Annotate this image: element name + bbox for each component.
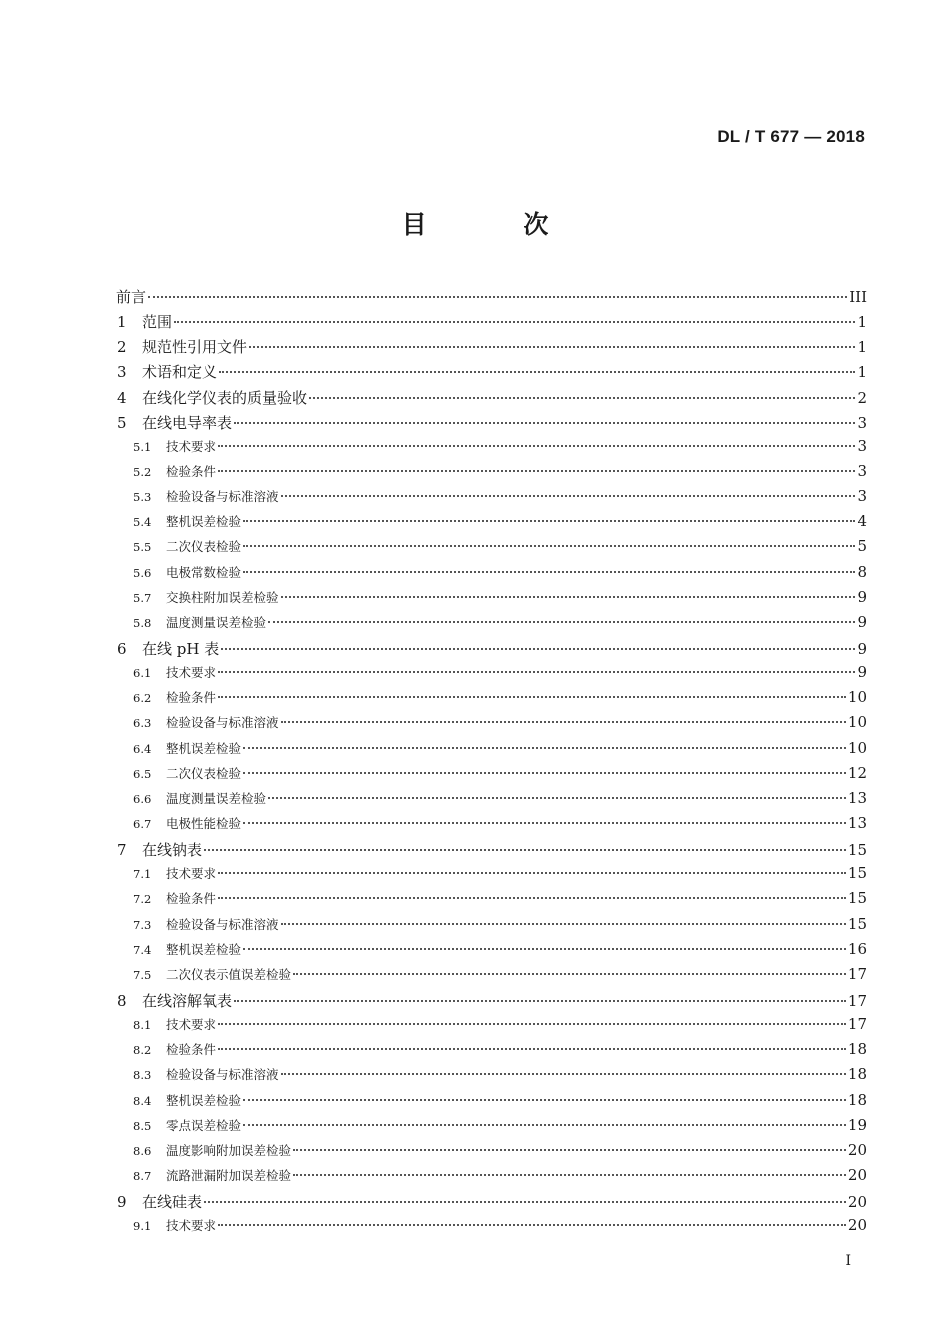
toc-entry-label: 温度测量误差检验 [166, 790, 267, 806]
toc-entry-number: 6.6 [133, 791, 152, 806]
toc-entry-label: 整机误差检验 [166, 514, 242, 530]
toc-section-entry[interactable] [116, 789, 867, 814]
dot-leader [281, 720, 846, 723]
toc-section-entry[interactable] [116, 663, 867, 688]
toc-section-entry[interactable] [116, 940, 867, 965]
toc-entry-page: 9 [857, 612, 867, 631]
toc-entry-page: 20 [847, 1193, 867, 1212]
toc-entry-page: 1 [857, 338, 867, 357]
toc-entry-page: 20 [847, 1140, 867, 1159]
toc-entry-page: 12 [847, 763, 867, 782]
toc-entry-number: 6.2 [133, 691, 152, 706]
toc-entry-label: 检验条件 [166, 1042, 217, 1058]
toc-section-entry[interactable] [116, 915, 867, 940]
toc-entry-number: 7.1 [133, 867, 152, 882]
toc-entry-page: 10 [847, 713, 867, 732]
dot-leader [243, 1123, 846, 1126]
toc-entry-page: 17 [847, 1015, 867, 1034]
toc-entry-number: 5.6 [133, 565, 152, 580]
toc-entry-label: 检验条件 [166, 463, 217, 479]
toc-entry-label: 检验设备与标准溶液 [166, 489, 279, 505]
dot-leader [234, 999, 846, 1002]
toc-entry-number: 6.3 [133, 716, 152, 731]
page-number: I [845, 1253, 851, 1269]
toc-entry-label: 技术要求 [166, 1218, 217, 1234]
toc-entry-page: 17 [847, 964, 867, 983]
dot-leader [218, 444, 855, 447]
toc-entry-label: 在线电导率表 [142, 413, 233, 432]
toc-section-entry[interactable] [116, 613, 867, 638]
toc-section-entry[interactable] [116, 537, 867, 562]
toc-entry-label: 电极性能检验 [166, 815, 242, 831]
toc-chapter-entry[interactable] [116, 387, 867, 412]
toc-entry-page: 18 [847, 1090, 867, 1109]
toc-entry-label: 检验条件 [166, 690, 217, 706]
toc-chapter-entry[interactable] [116, 336, 867, 361]
toc-entry-label: 技术要求 [166, 665, 217, 681]
toc-entry-page: 20 [847, 1216, 867, 1235]
toc-entry-page: 18 [847, 1040, 867, 1059]
toc-entry-label: 技术要求 [166, 866, 217, 882]
toc-entry-label: 在线硅表 [142, 1193, 203, 1212]
toc-entry-number: 6.4 [133, 741, 152, 756]
page-title: 目 次 [401, 210, 593, 239]
dot-leader [268, 796, 846, 799]
toc-section-entry[interactable] [116, 1015, 867, 1040]
dot-leader [281, 494, 856, 497]
toc-section-entry[interactable] [116, 1116, 867, 1141]
toc-section-entry[interactable] [116, 462, 867, 487]
toc-chapter-entry[interactable] [116, 638, 867, 663]
toc-section-entry[interactable] [116, 563, 867, 588]
toc-entry-label: 整机误差检验 [166, 941, 242, 957]
toc-section-entry[interactable] [116, 588, 867, 613]
dot-leader [281, 922, 846, 925]
toc-entry-number: 9 [117, 1193, 127, 1212]
toc-entry-label: 二次仪表示值误差检验 [166, 966, 292, 982]
toc-entry-label: 技术要求 [166, 438, 217, 454]
dot-leader [218, 469, 855, 472]
toc-entry-label: 在线溶解氧表 [142, 991, 233, 1010]
dot-leader [293, 972, 846, 975]
dot-leader [281, 595, 856, 598]
toc-entry-label: 检验条件 [166, 891, 217, 907]
toc-entry-page: 19 [847, 1115, 867, 1134]
toc-entry-label: 在线 pH 表 [142, 639, 220, 658]
toc-entry-number: 8.6 [133, 1143, 152, 1158]
toc-entry-page: 13 [847, 813, 867, 832]
toc-entry-label: 检验设备与标准溶液 [166, 916, 279, 932]
toc-entry-number: 8 [117, 991, 127, 1010]
dot-leader [243, 821, 846, 824]
dot-leader [218, 670, 855, 673]
toc-entry-page: 17 [847, 991, 867, 1010]
toc-entry-page: 5 [857, 537, 867, 556]
toc-chapter-entry[interactable] [116, 412, 867, 437]
dot-leader [148, 295, 847, 298]
toc-entry-page: 9 [857, 663, 867, 682]
toc-section-entry[interactable] [116, 864, 867, 889]
toc-entry-page: 2 [857, 388, 867, 407]
toc-section-entry[interactable] [116, 1065, 867, 1090]
toc-entry-number: 5.1 [133, 439, 152, 454]
toc-chapter-entry[interactable] [116, 311, 867, 336]
toc-entry-label: 规范性引用文件 [142, 338, 248, 357]
toc-entry-label: 整机误差检验 [166, 740, 242, 756]
toc-chapter-entry[interactable] [116, 990, 867, 1015]
dot-leader [204, 1200, 846, 1203]
toc-entry-page: 15 [847, 889, 867, 908]
toc-entry-number: 1 [117, 313, 127, 332]
toc-entry-label: 流路泄漏附加误差检验 [166, 1167, 292, 1183]
toc-section-entry[interactable] [116, 739, 867, 764]
dot-leader [218, 1223, 846, 1226]
toc-section-entry[interactable] [116, 1091, 867, 1116]
toc-entry-label: 术语和定义 [142, 363, 218, 382]
toc-entry-number: 2 [117, 338, 127, 357]
toc-entry-number: 3 [117, 363, 127, 382]
toc-entry-number: 9.1 [133, 1219, 152, 1234]
toc-entry-number: 5 [117, 413, 127, 432]
toc-section-entry[interactable] [116, 1216, 867, 1241]
toc-entry-label: 范围 [142, 313, 173, 332]
dot-leader [268, 620, 855, 623]
dot-leader [243, 544, 855, 547]
toc-chapter-entry[interactable] [116, 839, 867, 864]
toc-entry-page: III [849, 288, 867, 306]
toc-entry-label: 二次仪表检验 [166, 765, 242, 781]
toc-entry-number: 4 [117, 388, 127, 407]
toc-entry-label: 温度测量误差检验 [166, 614, 267, 630]
toc-entry-number: 8.5 [133, 1118, 152, 1133]
toc-entry-number: 5.4 [133, 515, 152, 530]
dot-leader [234, 421, 855, 424]
toc-entry-label: 检验设备与标准溶液 [166, 715, 279, 731]
toc-entry-label: 温度影响附加误差检验 [166, 1142, 292, 1158]
toc-entry-page: 16 [847, 939, 867, 958]
toc-entry-label: 零点误差检验 [166, 1117, 242, 1133]
dot-leader [249, 345, 855, 348]
toc-entry-number: 7.4 [133, 942, 152, 957]
toc-entry-page: 3 [857, 461, 867, 480]
dot-leader [281, 1072, 846, 1075]
toc-entry-page: 10 [847, 738, 867, 757]
standard-code: DL / T 677 — 2018 [717, 127, 865, 146]
toc-entry-page: 3 [857, 413, 867, 432]
toc-section-entry[interactable] [116, 487, 867, 512]
toc-section-entry[interactable] [116, 965, 867, 990]
toc-entry-label: 在线钠表 [142, 841, 203, 860]
toc-entry-number: 7.5 [133, 967, 152, 982]
dot-leader [204, 848, 846, 851]
dot-leader [243, 519, 855, 522]
toc-entry-page: 20 [847, 1165, 867, 1184]
dot-leader [218, 1022, 846, 1025]
toc-chapter-entry[interactable] [116, 286, 867, 311]
toc-entry-number: 6.1 [133, 666, 152, 681]
dot-leader [218, 896, 846, 899]
toc-entry-page: 15 [847, 864, 867, 883]
toc-entry-page: 1 [857, 313, 867, 332]
toc-chapter-entry[interactable] [116, 361, 867, 386]
toc-entry-page: 13 [847, 788, 867, 807]
toc-entry-number: 8.2 [133, 1043, 152, 1058]
dot-leader [293, 1148, 846, 1151]
toc-entry-label: 检验设备与标准溶液 [166, 1067, 279, 1083]
dot-leader [243, 746, 846, 749]
toc-entry-label: 电极常数检验 [166, 564, 242, 580]
toc-entry-number: 8.7 [133, 1168, 152, 1183]
toc-entry-number: 5.8 [133, 615, 152, 630]
dot-leader [243, 570, 855, 573]
dot-leader [243, 771, 846, 774]
toc-entry-number: 8.3 [133, 1068, 152, 1083]
dot-leader [293, 1173, 846, 1176]
dot-leader [218, 695, 846, 698]
toc-entry-page: 9 [857, 587, 867, 606]
toc-entry-page: 15 [847, 841, 867, 860]
toc-chapter-entry[interactable] [116, 1191, 867, 1216]
toc-entry-number: 6.7 [133, 816, 152, 831]
toc-section-entry[interactable] [116, 814, 867, 839]
toc-entry-page: 8 [857, 562, 867, 581]
toc-section-entry[interactable] [116, 1040, 867, 1065]
toc-entry-page: 18 [847, 1065, 867, 1084]
toc-section-entry[interactable] [116, 713, 867, 738]
toc-entry-number: 5.7 [133, 590, 152, 605]
dot-leader [174, 320, 855, 323]
toc-entry-number: 8.1 [133, 1018, 152, 1033]
toc-entry-label: 前言 [116, 288, 147, 306]
toc-entry-number: 5.5 [133, 540, 152, 555]
toc-entry-number: 7.2 [133, 892, 152, 907]
toc-entry-label: 在线化学仪表的质量验收 [142, 388, 308, 407]
toc-entry-page: 15 [847, 914, 867, 933]
dot-leader [309, 396, 855, 399]
toc-entry-label: 二次仪表检验 [166, 539, 242, 555]
toc-entry-number: 6.5 [133, 766, 152, 781]
toc-entry-number: 8.4 [133, 1093, 152, 1108]
toc-entry-label: 交换柱附加误差检验 [166, 589, 279, 605]
dot-leader [218, 871, 846, 874]
toc-section-entry[interactable] [116, 764, 867, 789]
toc-entry-number: 7.3 [133, 917, 152, 932]
toc-entry-page: 3 [857, 436, 867, 455]
toc-entry-label: 技术要求 [166, 1017, 217, 1033]
toc-entry-page: 9 [857, 639, 867, 658]
dot-leader [221, 647, 855, 650]
toc-section-entry[interactable] [116, 512, 867, 537]
dot-leader [218, 1047, 846, 1050]
dot-leader [243, 947, 846, 950]
toc-entry-page: 10 [847, 688, 867, 707]
toc-section-entry[interactable] [116, 1141, 867, 1166]
dot-leader [219, 370, 855, 373]
toc-entry-number: 6 [117, 639, 127, 658]
toc-entry-number: 5.2 [133, 464, 152, 479]
toc-section-entry[interactable] [116, 889, 867, 914]
toc-section-entry[interactable] [116, 437, 867, 462]
toc-entry-page: 3 [857, 487, 867, 506]
toc-entry-page: 1 [857, 363, 867, 382]
dot-leader [243, 1098, 846, 1101]
toc-entry-number: 7 [117, 841, 127, 860]
toc-entry-label: 整机误差检验 [166, 1092, 242, 1108]
toc-section-entry[interactable] [116, 1166, 867, 1191]
table-of-contents [116, 286, 867, 1241]
toc-section-entry[interactable] [116, 688, 867, 713]
toc-entry-page: 4 [857, 512, 867, 531]
toc-entry-number: 5.3 [133, 490, 152, 505]
